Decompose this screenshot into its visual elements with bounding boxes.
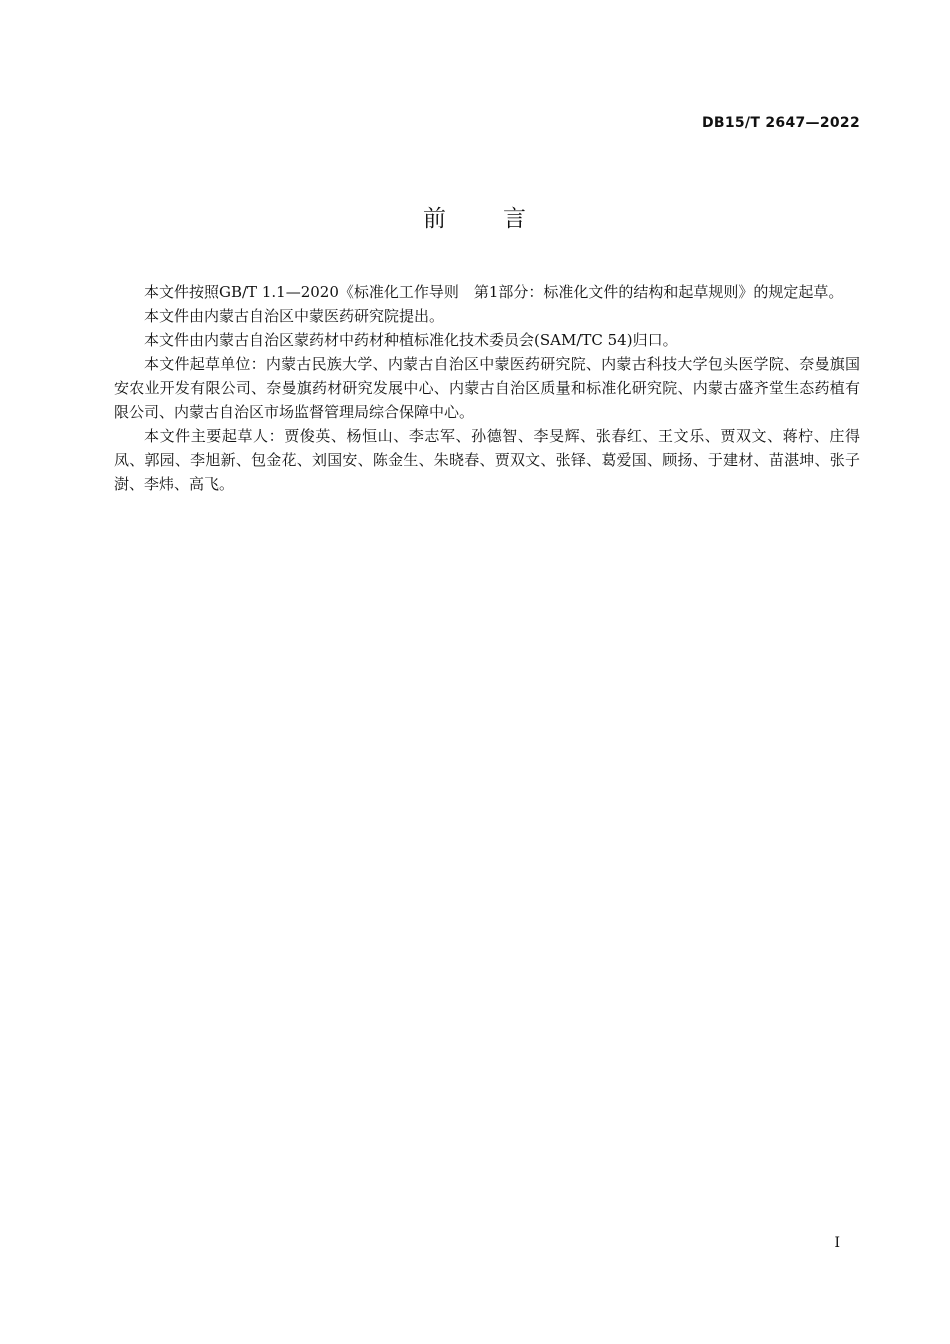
- title-char-2: 言: [503, 206, 527, 232]
- page-number: I: [834, 1235, 840, 1251]
- paragraph-drafting-rules: 本文件按照GB/T 1.1—2020《标准化工作导则 第1部分：标准化文件的结构和起草规则》的规定起草。: [144, 283, 844, 301]
- paragraph-committee: 本文件由内蒙古自治区蒙药材中药材种植标准化技术委员会(SAM/TC 54)归口。: [144, 331, 678, 349]
- paragraph-drafting-units: 本文件起草单位：内蒙古民族大学、内蒙古自治区中蒙医药研究院、内蒙古科技大学包头医学院、奈曼旗国安农业开发有限公司、奈曼旗药材研究发展中心、内蒙古自治区质量和标准化研究院、内蒙古盛齐堂生态药植有限公司、内蒙古自治区市场监督管理局综合保障中心。: [114, 355, 860, 421]
- title-char-1: 前: [423, 206, 447, 232]
- paragraph-drafters: 本文件主要起草人：贾俊英、杨恒山、李志军、孙德智、李旻辉、张春红、王文乐、贾双文、蒋柠、庄得凤、郭园、李旭新、包金花、刘国安、陈金生、朱晓春、贾双文、张铎、葛爱国、顾扬、于建材、苗湛坤、张子澍、李炜、高飞。: [114, 427, 860, 493]
- document-code: DB15/T 2647—2022: [701, 115, 860, 131]
- paragraph-proposer: 本文件由内蒙古自治区中蒙医药研究院提出。: [144, 307, 445, 325]
- preface-body: [114, 280, 860, 496]
- page-title: [0, 200, 950, 233]
